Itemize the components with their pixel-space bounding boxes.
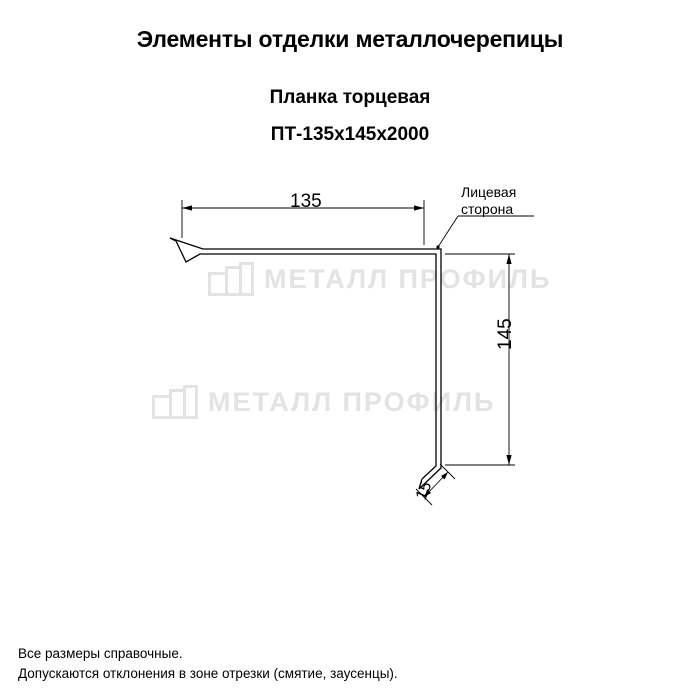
face-side-label: [461, 184, 516, 218]
watermark-text: МЕТАЛЛ ПРОФИЛЬ: [264, 263, 552, 294]
footer-notes: [18, 644, 398, 684]
dimension-145: [445, 254, 515, 465]
dimension-label-width: 135: [290, 191, 322, 212]
face-side-leader: [436, 216, 534, 249]
product-name: Планка торцевая: [269, 87, 431, 108]
face-side-label-line2: сторона: [461, 201, 514, 217]
footer-note-1: Все размеры справочные.: [18, 646, 183, 661]
footer-note-2: Допускаются отклонения в зоне отрезки (смятие, заусенцы).: [18, 666, 398, 681]
product-code: ПТ-135х145х2000: [270, 124, 430, 145]
dimension-label-height: 145: [495, 318, 516, 350]
face-side-label-line1: Лицевая: [461, 184, 517, 200]
page-title: Элементы отделки металлочерепицы: [136, 26, 564, 52]
dimension-label-flange: 15: [413, 479, 436, 503]
watermark-text: МЕТАЛЛ ПРОФИЛЬ: [208, 386, 496, 417]
profile-outline: [170, 238, 441, 489]
